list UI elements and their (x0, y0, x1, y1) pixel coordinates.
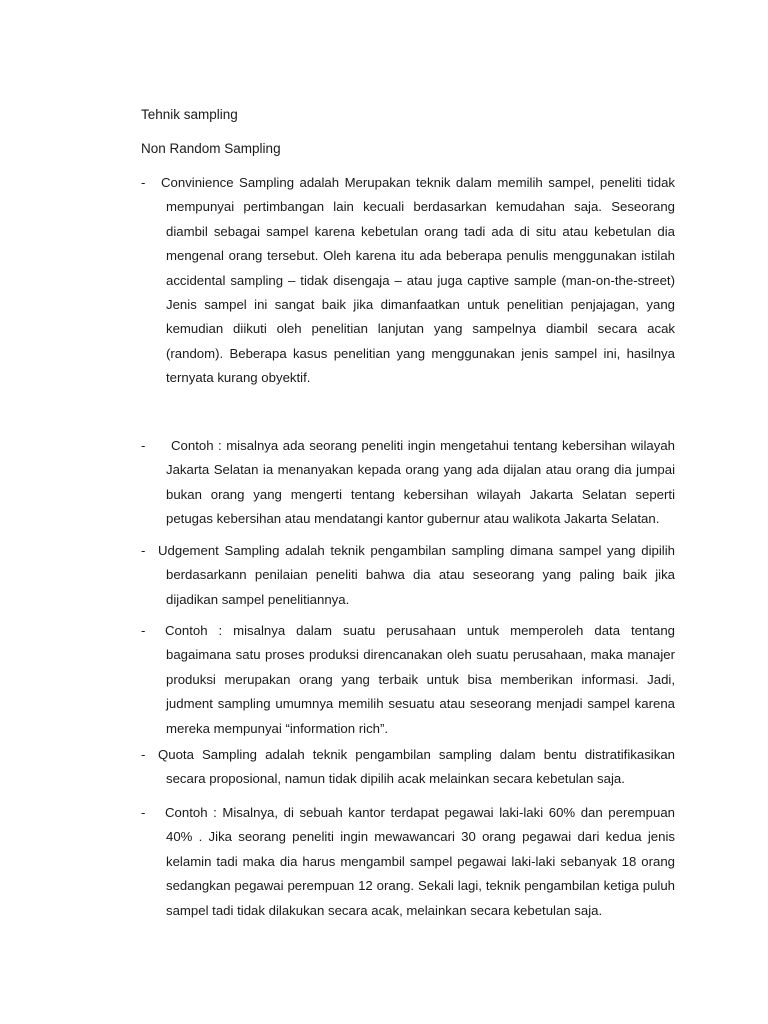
paragraph-convenience-sampling (141, 171, 675, 391)
paragraph-judgement-sampling (141, 539, 675, 612)
paragraph-convenience-example (141, 434, 675, 532)
paragraph-quota-sampling (141, 743, 675, 792)
paragraph-text: Contoh : misalnya ada seorang peneliti ingin mengetahui tentang kebersihan wilayah Jakarta Selatan ia menanyakan kepada orang yang ada dijalan atau orang dia jumpai bukan orang yang mengerti tentang kebersihan wilayah Jakarta Selatan seperti petugas kebersihan atau mendatangi kantor gubernur atau walikota Jakarta Selatan. (166, 438, 675, 527)
paragraph-judgement-example (141, 619, 675, 741)
paragraph-text: Contoh : misalnya dalam suatu perusahaan untuk memperoleh data tentang bagaimana satu proses produksi direncanakan oleh suatu perusahaan, maka manajer produksi merupakan orang yang terbaik untuk bisa memberikan informasi. Jadi, judment sampling umumnya memilih sesuatu atau seseorang menjadi sampel karena mereka mempunyai “information rich”. (165, 623, 675, 736)
bullet-marker: - (141, 438, 146, 453)
paragraph-text: Contoh : Misalnya, di sebuah kantor terdapat pegawai laki-laki 60% dan perempuan 40% . Jika seorang peneliti ingin mewawancari 30 orang pegawai dari kedua jenis kelamin tadi maka dia harus mengambil sampel pegawai laki-laki sebanyak 18 orang sedangkan pegawai perempuan 12 orang. Sekali lagi, teknik pengambilan ketiga puluh sampel tadi tidak dilakukan secara acak, melainkan secara kebetulan saja. (165, 805, 675, 918)
bullet-marker: - (141, 747, 146, 762)
paragraph-text: Convinience Sampling adalah Merupakan teknik dalam memilih sampel, peneliti tidak mempunyai pertimbangan lain kecuali berdasarkan kemudahan saja. Seseorang diambil sebagai sampel karena kebetulan orang tadi ada di situ atau kebetulan dia mengenal orang tersebut. Oleh karena itu ada beberapa penulis menggunakan istilah accidental sampling – tidak disengaja – atau juga captive sample (man-on-the-street) Jenis sampel ini sangat baik jika dimanfaatkan untuk penelitian penjajagan, yang kemudian diikuti oleh penelitian lanjutan yang sampelnya diambil secara acak (random). Beberapa kasus penelitian yang menggunakan jenis sampel ini, hasilnya ternyata kurang obyektif. (161, 175, 675, 386)
paragraph-text: Udgement Sampling adalah teknik pengambilan sampling dimana sampel yang dipilih berdasarkann penilaian peneliti bahwa dia atau seseorang yang paling baik jika dijadikan sampel penelitiannya. (158, 543, 675, 607)
bullet-marker: - (141, 805, 146, 820)
bullet-marker: - (141, 623, 146, 638)
bullet-marker: - (141, 175, 146, 190)
section-heading: Non Random Sampling (141, 141, 281, 156)
paragraph-text: Quota Sampling adalah teknik pengambilan sampling dalam bentu distratifikasikan secara proposional, namun tidak dipilih acak melainkan secara kebetulan saja. (158, 747, 675, 787)
bullet-marker: - (141, 543, 146, 558)
paragraph-quota-example (141, 801, 675, 923)
document-title: Tehnik sampling (141, 107, 238, 122)
